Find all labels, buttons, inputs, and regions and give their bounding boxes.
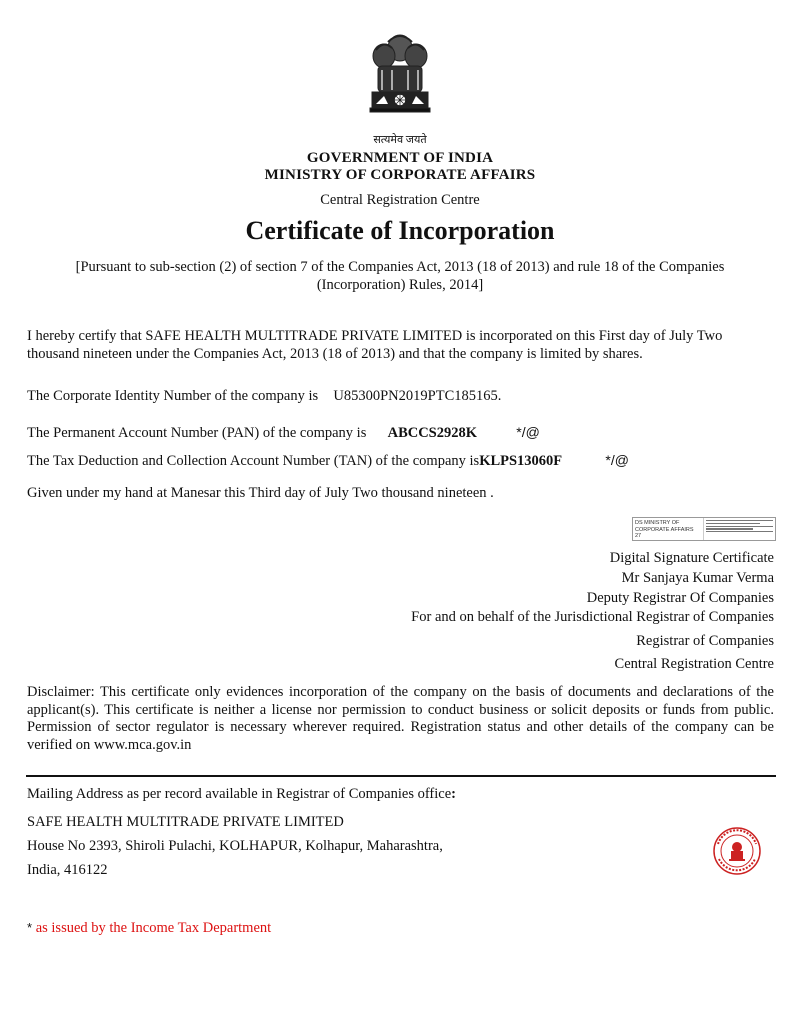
- digital-signature-box: [632, 517, 776, 541]
- ministry-heading: MINISTRY OF CORPORATE AFFAIRS: [264, 167, 536, 183]
- given-statement: Given under my hand at Manesar this Third day of July Two thousand nineteen .: [27, 485, 494, 501]
- registrar-seal-icon: [712, 826, 762, 876]
- signatory-designation: Deputy Registrar Of Companies: [586, 590, 774, 606]
- footnote-star: *: [27, 920, 33, 935]
- mailing-address-heading: [27, 786, 456, 803]
- disclaimer-text: Disclaimer: This certificate only evidences incorporation of the company on the basis of documents and declarations of the applicant(s). This certificate is neither a license nor permission to conduct business or solicit deposits or funds from public. Permission of sector regulator is necessary wherever required. Registration status and other details of the company can be verified on www.mca.gov.in: [27, 684, 774, 753]
- cin-value: U85300PN2019PTC185165.: [333, 388, 502, 404]
- tan-mark: */@: [605, 452, 629, 468]
- pan-label: The Permanent Account Number (PAN) of the company is: [27, 425, 367, 441]
- pursuant-clause: [Pursuant to sub-section (2) of section 7 of the Companies Act, 2013 (18 of 2013) and rule 18 of the Companies (Incorporation) Rules, 2014]: [75, 259, 725, 293]
- signatory-behalf: For and on behalf of the Jurisdictional Registrar of Companies: [411, 609, 774, 625]
- national-emblem-icon: [362, 28, 438, 138]
- cin-label: The Corporate Identity Number of the company is: [27, 388, 319, 404]
- tan-label: The Tax Deduction and Collection Account Number (TAN) of the company is: [27, 453, 480, 469]
- mailing-colon: :: [451, 786, 456, 802]
- digital-signature-details: [703, 518, 775, 540]
- tan-value: KLPS13060F: [479, 453, 563, 469]
- signature-type: Digital Signature Certificate: [609, 550, 774, 566]
- government-heading: GOVERNMENT OF INDIA: [306, 150, 494, 166]
- signatory-office: Registrar of Companies: [636, 633, 774, 649]
- national-motto: सत्यमेव जयते: [373, 134, 427, 146]
- certification-statement: I hereby certify that SAFE HEALTH MULTITRADE PRIVATE LIMITED is incorporated on this First day of July Two thousand nineteen under the Companies Act, 2013 (18 of 2013) and that the company is limited by shares.: [27, 328, 723, 362]
- tan-line: [27, 451, 629, 470]
- signatory-name: Mr Sanjaya Kumar Verma: [621, 570, 774, 586]
- pan-value: ABCCS2928K: [387, 425, 478, 441]
- footnote-text: as issued by the Income Tax Department: [35, 920, 272, 936]
- footnote: [27, 920, 271, 937]
- address-company-name: SAFE HEALTH MULTITRADE PRIVATE LIMITED: [27, 814, 344, 830]
- pan-mark: */@: [516, 424, 540, 440]
- cin-line: [27, 387, 501, 405]
- document-title: Certificate of Incorporation: [245, 216, 555, 245]
- mailing-label: Mailing Address as per record available in Registrar of Companies office: [27, 786, 452, 802]
- pan-line: [27, 423, 540, 442]
- digital-signature-label: DS MINISTRY OF CORPORATE AFFAIRS 27: [635, 520, 694, 539]
- signatory-centre: Central Registration Centre: [614, 656, 774, 672]
- address-line-1: House No 2393, Shiroli Pulachi, KOLHAPUR, Kolhapur, Maharashtra,: [27, 838, 443, 854]
- section-divider: [26, 775, 776, 777]
- centre-heading: Central Registration Centre: [320, 192, 480, 208]
- address-line-2: India, 416122: [27, 862, 108, 878]
